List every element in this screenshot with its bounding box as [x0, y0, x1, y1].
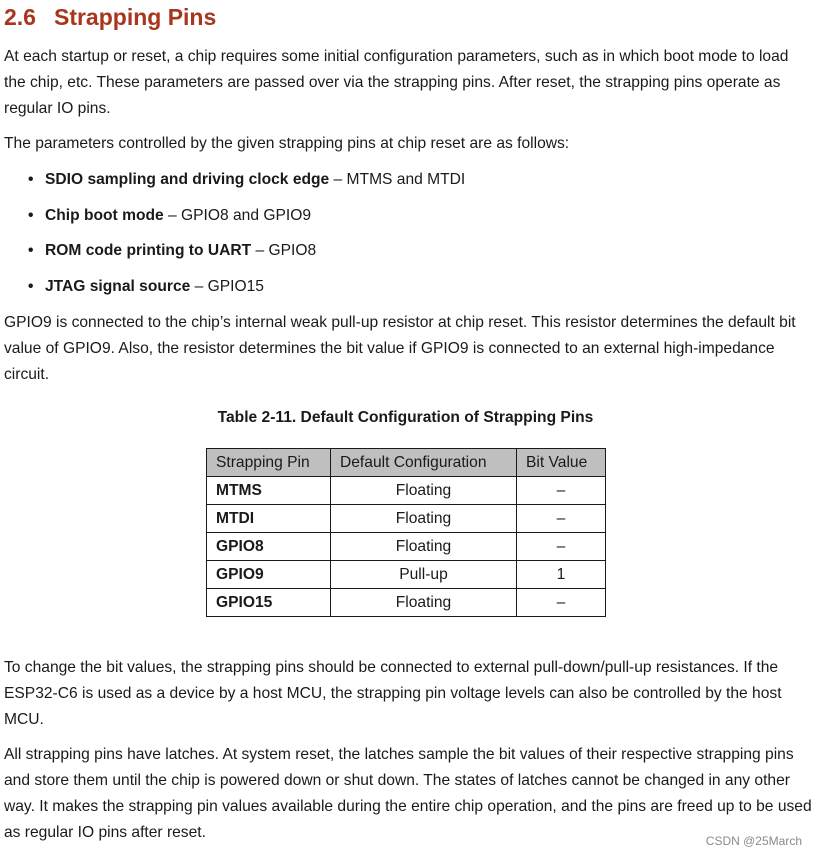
intro-paragraph: At each startup or reset, a chip requires some initial configuration parameters, such as in which boot mode to load the chip, etc. These parameters are passed over via the strapping pins. After reset, the strapping pins operate as regular IO pins.: [4, 48, 789, 117]
pin-cell: GPIO9: [207, 561, 331, 589]
config-cell: Floating: [331, 477, 517, 505]
list-item: [28, 274, 465, 310]
config-cell: Floating: [331, 533, 517, 561]
column-header-bit: Bit Value: [517, 449, 606, 477]
bit-cell: –: [517, 589, 606, 617]
list-item-term: SDIO sampling and driving clock edge: [45, 171, 330, 188]
pin-cell: GPIO8: [207, 533, 331, 561]
list-item-detail: – MTMS and MTDI: [329, 171, 466, 188]
column-header-pin: Strapping Pin: [207, 449, 331, 477]
bullet-icon: •: [28, 206, 34, 224]
bit-cell: 1: [517, 561, 606, 589]
list-item-detail: – GPIO8: [251, 242, 317, 260]
list-item-term: Chip boot mode: [45, 206, 164, 224]
table-row: [207, 505, 606, 533]
table-header-row: [207, 449, 606, 477]
column-header-config: Default Configuration: [331, 449, 517, 477]
section-heading: [4, 4, 216, 31]
table-caption: [0, 405, 817, 431]
gpio9-paragraph: GPIO9 is connected to the chip’s internal weak pull-up resistor at chip reset. This resistor determines the default bit value of GPIO9. Also, the resistor determines the bit value if GPIO9 is connected to an external high-impedance circuit.: [4, 314, 796, 383]
watermark: CSDN @25March: [705, 834, 802, 848]
latches-paragraph: All strapping pins have latches. At system reset, the latches sample the bit values of their respective strapping pins and store them until the chip is powered down or shut down. The states of latches cannot be changed in any other way. It makes the strapping pin values available during the entire chip operation, and the pins are freed up to be used as regular IO pins after reset.: [4, 746, 812, 841]
table-row: [207, 589, 606, 617]
bullet-icon: •: [28, 278, 34, 296]
bit-cell: –: [517, 533, 606, 561]
list-item: [28, 238, 465, 274]
change-values-paragraph: To change the bit values, the strapping pins should be connected to external pull-down/pull-up resistances. If the ESP32-C6 is used as a device by a host MCU, the strapping pin voltage levels can also be controlled by the host MCU.: [4, 659, 782, 728]
list-item: [28, 203, 465, 239]
section-number: 2.6: [4, 4, 36, 30]
strapping-pins-table: [206, 448, 606, 617]
config-cell: Floating: [331, 589, 517, 617]
parameter-list: [28, 167, 465, 310]
list-item-detail: – GPIO15: [190, 278, 264, 296]
pin-cell: GPIO15: [207, 589, 331, 617]
section-title: Strapping Pins: [53, 4, 217, 30]
table-caption-text: Table 2-11. Default Configuration of Strapping Pins: [217, 409, 594, 426]
pin-cell: MTDI: [207, 505, 331, 533]
table-row: [207, 477, 606, 505]
bit-cell: –: [517, 477, 606, 505]
config-cell: Pull-up: [331, 561, 517, 589]
list-item: [28, 167, 465, 203]
list-intro-paragraph: The parameters controlled by the given strapping pins at chip reset are as follows:: [4, 135, 570, 152]
list-item-term: ROM code printing to UART: [45, 242, 252, 260]
list-item-term: JTAG signal source: [45, 278, 191, 296]
config-cell: Floating: [331, 505, 517, 533]
pin-cell: MTMS: [207, 477, 331, 505]
list-item-detail: – GPIO8 and GPIO9: [163, 206, 312, 224]
table-row: [207, 561, 606, 589]
bit-cell: –: [517, 505, 606, 533]
table-row: [207, 533, 606, 561]
bullet-icon: •: [28, 242, 34, 260]
bullet-icon: •: [28, 171, 34, 188]
